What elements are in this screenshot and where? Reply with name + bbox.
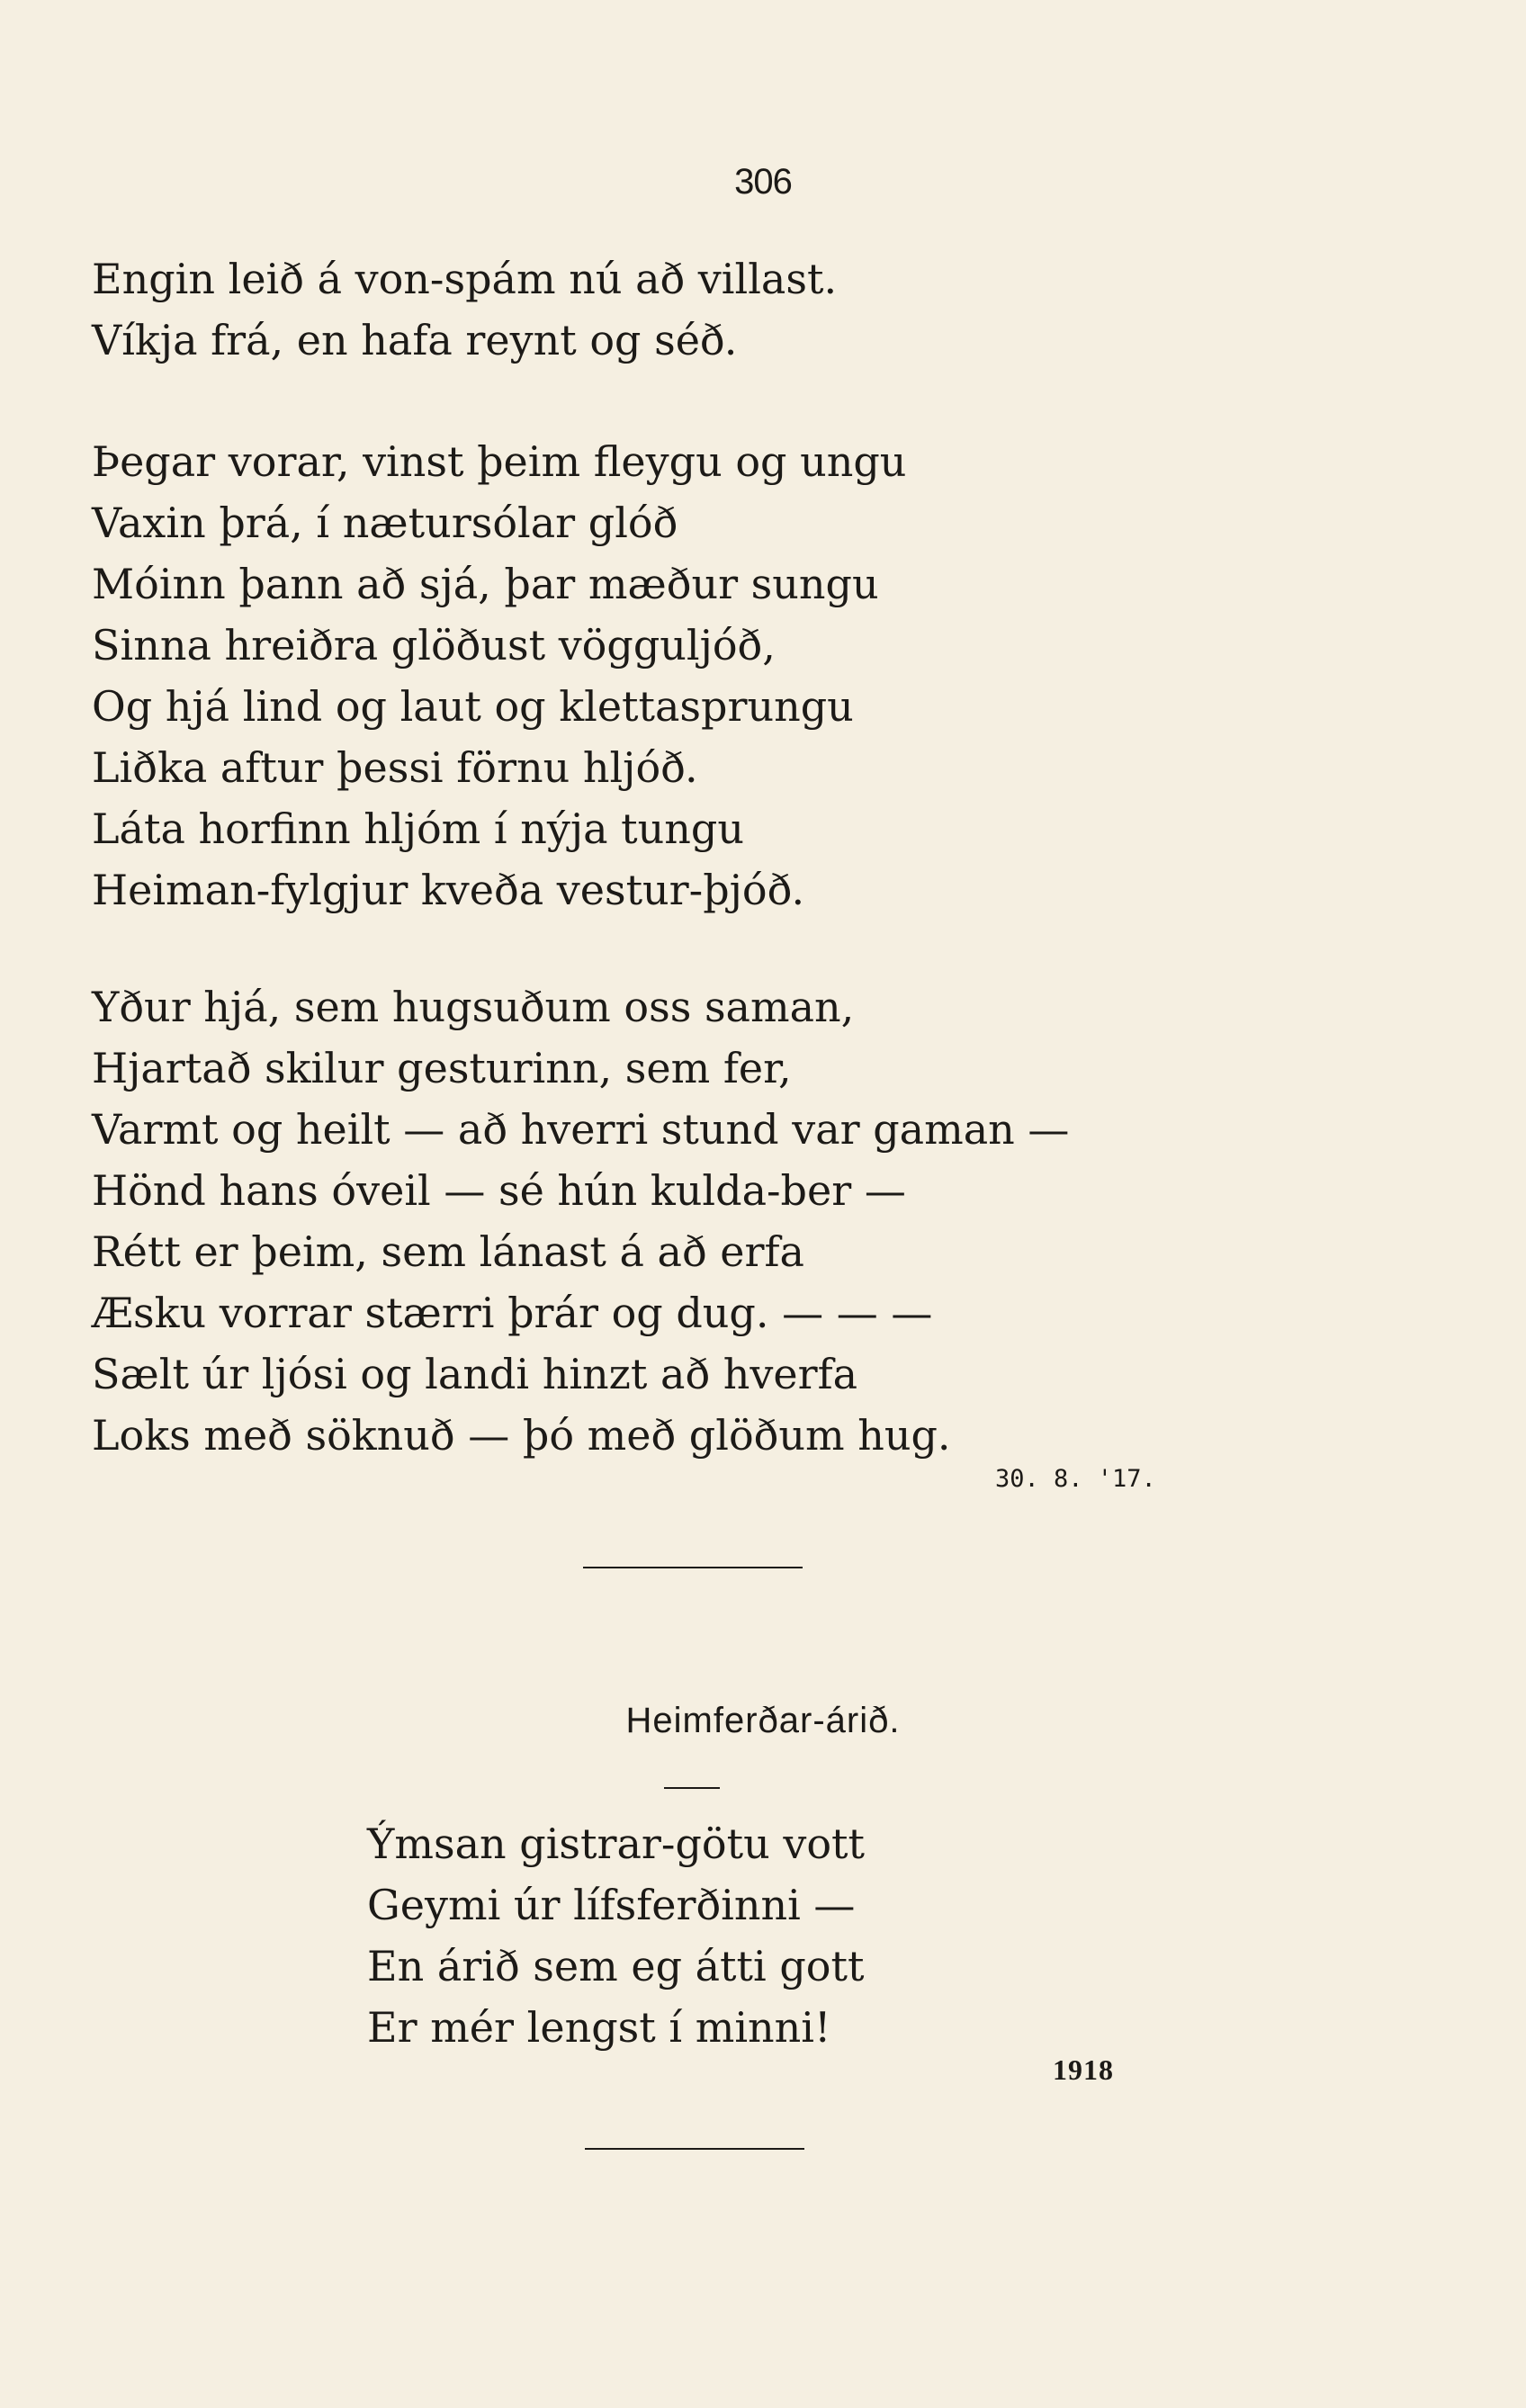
verse-line: Hönd hans óveil — sé hún kulda-ber —	[92, 1166, 906, 1215]
verse-line: Þegar vorar, vinst þeim fleygu og ungu	[92, 437, 907, 486]
verse-line: Varmt og heilt — að hverri stund var gaman —	[92, 1105, 1070, 1154]
verse-line: Og hjá lind og laut og klettasprungu	[92, 682, 854, 731]
verse-line: Rétt er þeim, sem lánast á að erfa	[92, 1227, 804, 1276]
verse-line: Liðka aftur þessi förnu hljóð.	[92, 743, 698, 792]
verse-line: Er mér lengst í minni!	[367, 2003, 831, 2052]
verse-line: Sinna hreiðra glöðust vögguljóð,	[92, 621, 776, 669]
verse-line: Móinn þann að sjá, þar mæður sungu	[92, 560, 879, 608]
title-divider	[664, 1787, 720, 1789]
verse-line: Yður hjá, sem hugsuðum oss saman,	[92, 983, 855, 1031]
stanza-2	[92, 431, 906, 921]
verse-line: Hjartað skilur gesturinn, sem fer,	[92, 1044, 792, 1092]
verse-line: Geymi úr lífsferðinni —	[367, 1881, 856, 1929]
verse-line: Loks með söknuð — þó með glöðum hug.	[92, 1411, 951, 1460]
poem-date: 30. 8. '17.	[995, 1465, 1156, 1493]
stanza-4	[367, 1813, 865, 2058]
verse-line: Æsku vorrar stærri þrár og dug. — — —	[92, 1289, 933, 1337]
verse-line: Sælt úr ljósi og landi hinzt að hverfa	[92, 1350, 858, 1398]
verse-line: Heiman-fylgjur kveða vestur-þjóð.	[92, 866, 805, 914]
stanza-3	[92, 976, 1069, 1466]
verse-line: Ýmsan gistrar-götu vott	[367, 1819, 865, 1868]
verse-line: Láta horfinn hljóm í nýja tungu	[92, 804, 744, 853]
verse-line: Engin leið á von-spám nú að villast.	[92, 255, 838, 303]
section-divider	[583, 1567, 803, 1568]
page-number: 306	[734, 162, 792, 202]
poem-title: Heimferðar-árið.	[625, 1701, 901, 1740]
stanza-1	[92, 248, 837, 371]
verse-line: Vaxin þrá, í nætursólar glóð	[92, 499, 678, 547]
end-divider	[585, 2148, 804, 2150]
verse-line: Víkja frá, en hafa reynt og séð.	[92, 316, 738, 364]
poem-year: 1918	[1053, 2053, 1114, 2086]
verse-line: En árið sem eg átti gott	[367, 1942, 865, 1990]
